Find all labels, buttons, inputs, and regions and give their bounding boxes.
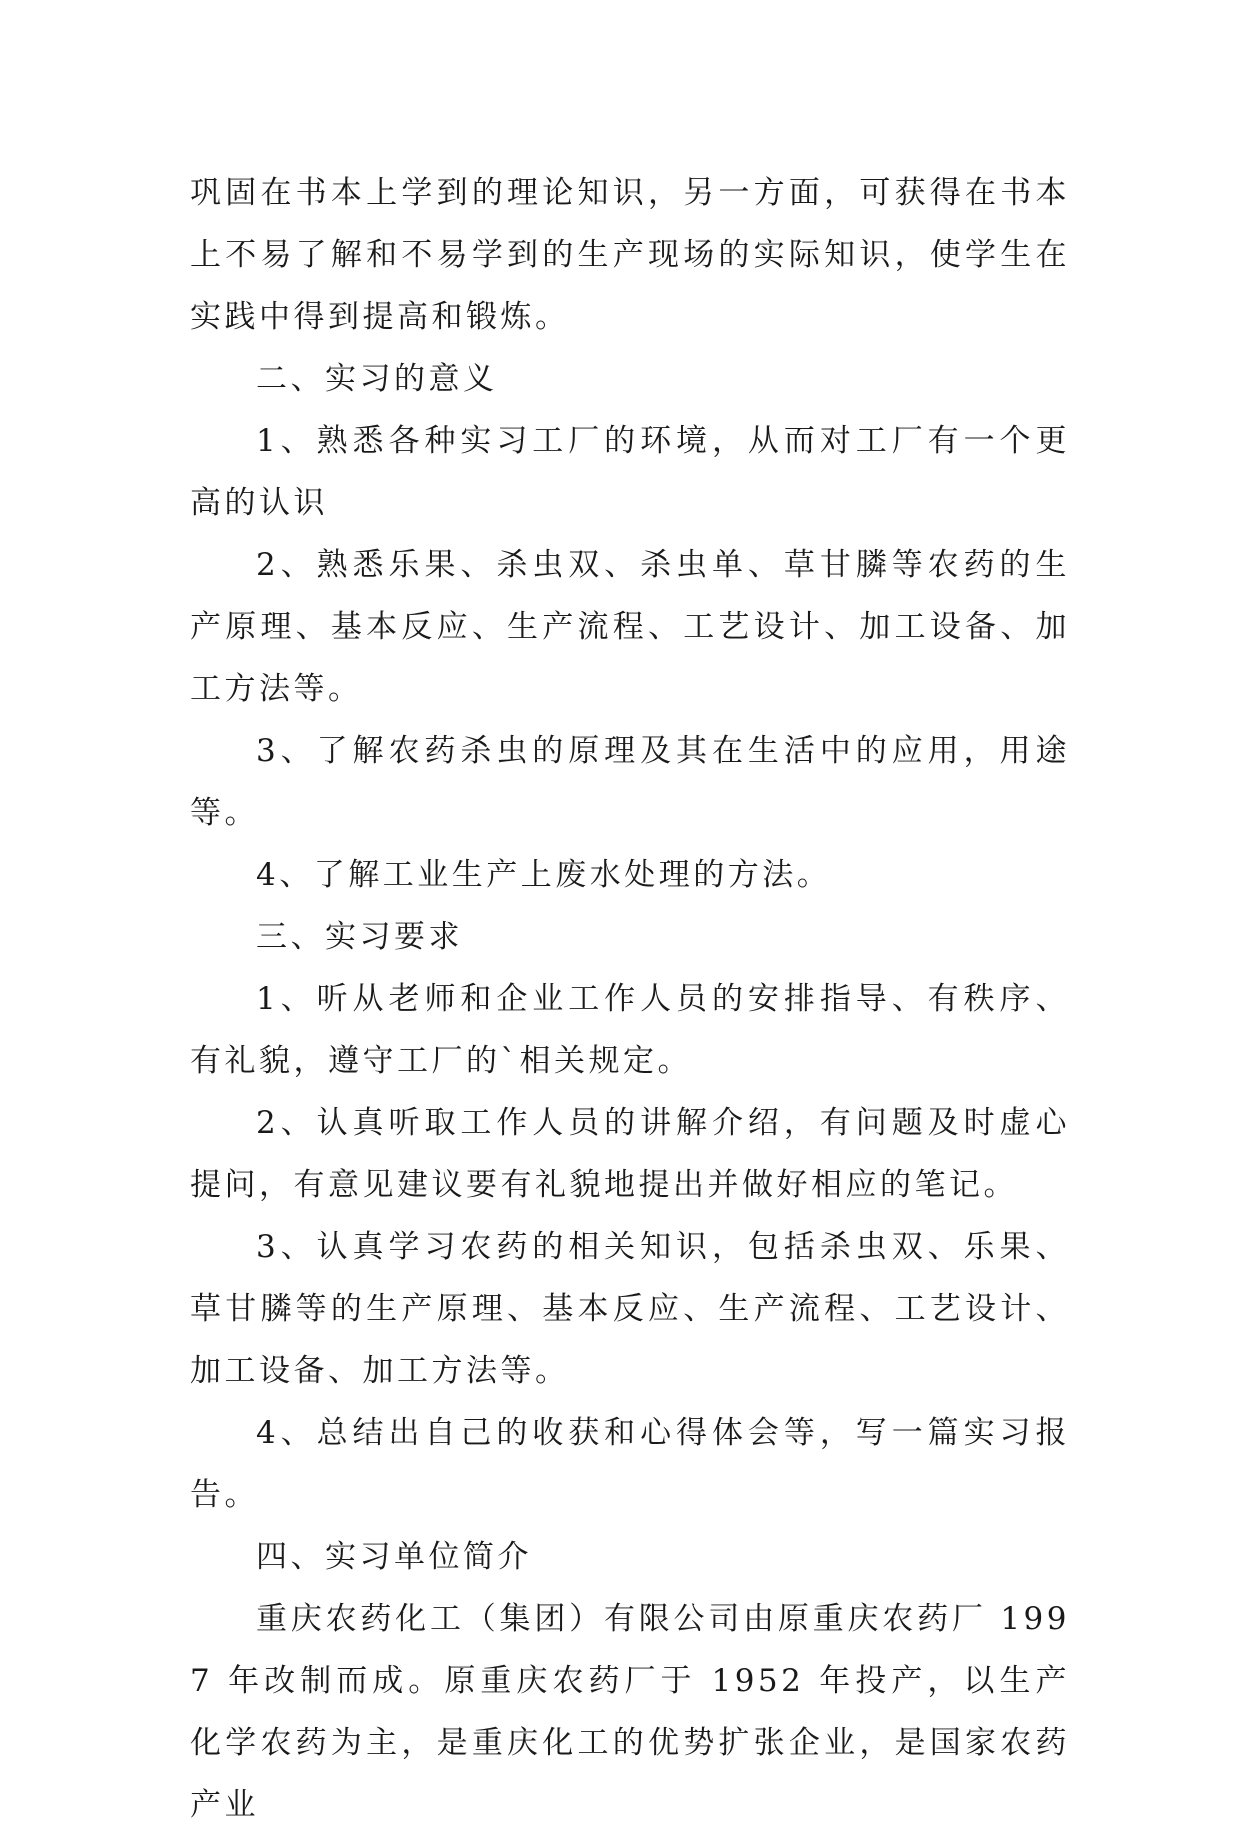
document-body [190,162,1070,1836]
list-item: 4、总结出自己的收获和心得体会等，写一篇实习报告。 [190,1415,1070,1513]
section-heading: 三、实习要求 [256,919,463,955]
list-item: 3、认真学习农药的相关知识，包括杀虫双、乐果、草甘膦等的生产原理、基本反应、生产流程、工艺设计、加工设备、加工方法等。 [190,1229,1070,1389]
list-item: 3、了解农药杀虫的原理及其在生活中的应用，用途等。 [190,733,1070,831]
section-heading: 二、实习的意义 [256,361,498,397]
section-heading: 四、实习单位简介 [256,1539,532,1575]
paragraph: 巩固在书本上学到的理论知识，另一方面，可获得在书本上不易了解和不易学到的生产现场的实际知识，使学生在实践中得到提高和锻炼。 [190,175,1070,335]
list-item: 1、熟悉各种实习工厂的环境，从而对工厂有一个更高的认识 [190,423,1070,521]
list-item: 2、熟悉乐果、杀虫双、杀虫单、草甘膦等农药的生产原理、基本反应、生产流程、工艺设计、加工设备、加工方法等。 [190,547,1070,707]
list-item: 2、认真听取工作人员的讲解介绍，有问题及时虚心提问，有意见建议要有礼貌地提出并做好相应的笔记。 [190,1105,1070,1203]
paragraph: 重庆农药化工（集团）有限公司由原重庆农药厂 1997 年改制而成。原重庆农药厂于 1952 年投产，以生产化学农药为主，是重庆化工的优势扩张企业，是国家农药产业 [190,1601,1070,1823]
list-item: 4、了解工业生产上废水处理的方法。 [256,857,832,893]
list-item: 1、听从老师和企业工作人员的安排指导、有秩序、有礼貌，遵守工厂的`相关规定。 [190,981,1070,1079]
